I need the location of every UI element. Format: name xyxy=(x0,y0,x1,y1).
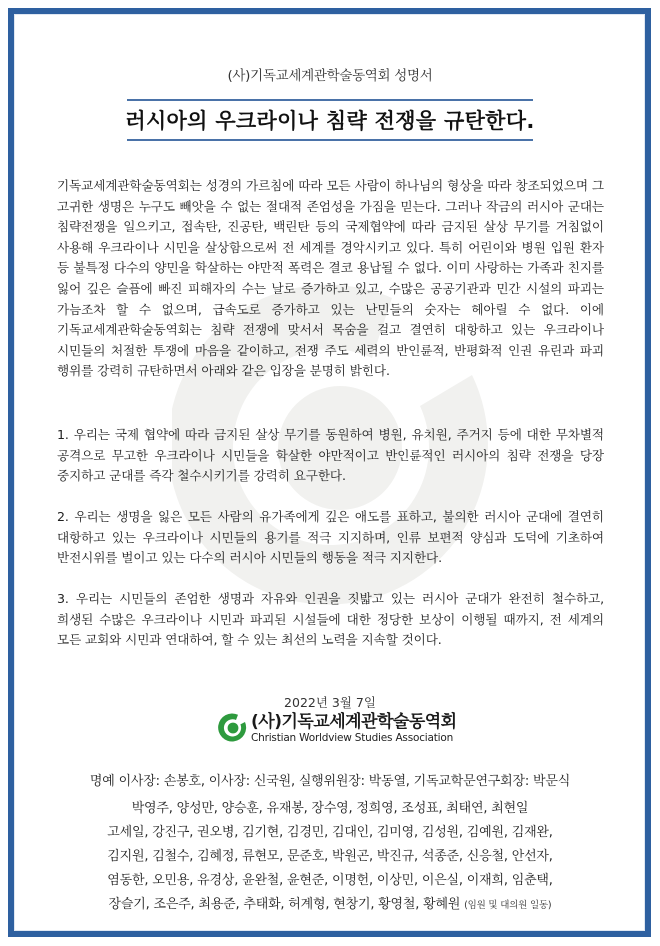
signers-line-last xyxy=(0,893,660,918)
logo-name-korean: (사)기독교세계관학술동역회 xyxy=(251,712,457,732)
title-rule-top xyxy=(127,99,533,101)
cwsa-ring-logo-icon xyxy=(218,713,248,743)
signers-line: 박영주, 양성만, 양승훈, 유재봉, 장수영, 정희영, 조성표, 최태연, 최현일 xyxy=(131,801,529,816)
statement-date: 2022년 3월 7일 xyxy=(284,695,376,710)
org-logo xyxy=(218,712,457,744)
signers-officers: 명예 이사장: 손봉호, 이사장: 신국원, 실행위원장: 박동열, 기독교학문연구회장: 박문식 xyxy=(89,774,571,789)
point-2-paragraph: 2. 우리는 생명을 잃은 모든 사람의 유가족에게 깊은 애도를 표하고, 불의한 러시아 군대에 결연히 대항하고 있는 우크라이나 시민들의 용기를 적극 지지하며, 인류 보편적 양심과 도덕에 기초하여 반전시위를 벌이고 있는 다수의 러시아 시민들의 행동을 적극 지지한다. xyxy=(57,509,604,566)
signers-names: 장슬기, 조은주, 최용준, 추태화, 허계형, 현창기, 황영철, 황혜원 xyxy=(108,897,461,912)
intro-paragraph: 기독교세계관학술동역회는 성경의 가르침에 따라 모든 사람이 하나님의 형상을 따라 창조되었으며 그 고귀한 생명은 누구도 빼앗을 수 없는 절대적 존엄성을 가짐을 믿는다. 그러나 작금의 러시아 군대는 침략전쟁을 일으키고, 접속탄, 진공탄, 백린탄 등의 국제협약에 따라 금지된 살상 무기를 거침없이 사용해 우크라이나 시민을 살상함으로써 전 세계를 경악시키고 있다. 특히 어린이와 병원 입원 환자 등 불특정 다수의 양민을 학살하는 야만적 폭력은 결코 용납될 수 없다. 이미 사랑하는 가족과 친지를 잃어 깊은 슬픔에 빠진 피해자의 수는 날로 증가하고 있고, 수많은 공공기관과 민간 시설의 파괴는 가늠조차 할 수 없으며, 급속도로 증가하고 있는 난민들의 숫자는 헤아릴 수 없다. 이에 기독교세계관학술동역회는 침략 전쟁에 맞서서 목숨을 걸고 결연히 대항하고 있는 우크라이나 시민들의 처절한 투쟁에 마음을 같이하고, 전쟁 주도 세력의 반인륜적, 반평화적 인권 유린과 파괴 행위를 강력히 규탄하면서 아래와 같은 입장을 분명히 밝힌다. xyxy=(57,178,604,379)
signers-line: 염동한, 오민용, 유경상, 윤완철, 윤현준, 이명헌, 이상민, 이은실, 이재희, 임춘택, xyxy=(107,873,553,888)
logo-name-english: Christian Worldview Studies Association xyxy=(251,732,454,744)
title-rule-bottom xyxy=(127,139,533,141)
signers-line: 고세일, 강진구, 권오병, 김기현, 김경민, 김대인, 김미영, 김성원, 김예원, 김재완, xyxy=(107,825,553,840)
point-1-paragraph: 1. 우리는 국제 협약에 따라 금지된 살상 무기를 동원하여 병원, 유치원, 주거지 등에 대한 무차별적 공격으로 무고한 우크라이나 시민들을 학살한 야만적이고 반인륜적인 러시아의 침략 전쟁을 당장 중지하고 군대를 즉각 철수시키기를 강력히 요구한다. xyxy=(57,427,604,484)
org-statement-heading: (사)기독교세계관학술동역회 성명서 xyxy=(227,68,433,84)
signers-note: (임원 및 대의원 일동) xyxy=(464,900,552,911)
page-title: 러시아의 우크라이나 침략 전쟁을 규탄한다. xyxy=(125,109,535,133)
point-3-paragraph: 3. 우리는 시민들의 존엄한 생명과 자유와 인권을 짓밟고 있는 러시아 군대가 완전히 철수하고, 희생된 수많은 우크라이나 시민과 파괴된 시설들에 대한 정당한 보상이 이행될 때까지, 전 세계의 모든 교회와 시민과 연대하여, 할 수 있는 최선의 노력을 지속할 것이다. xyxy=(57,591,604,648)
signers-line: 김지원, 김철수, 김혜정, 류현모, 문준호, 박원곤, 박진규, 석종준, 신응철, 안선자, xyxy=(107,849,553,864)
signatories-list xyxy=(0,770,660,918)
